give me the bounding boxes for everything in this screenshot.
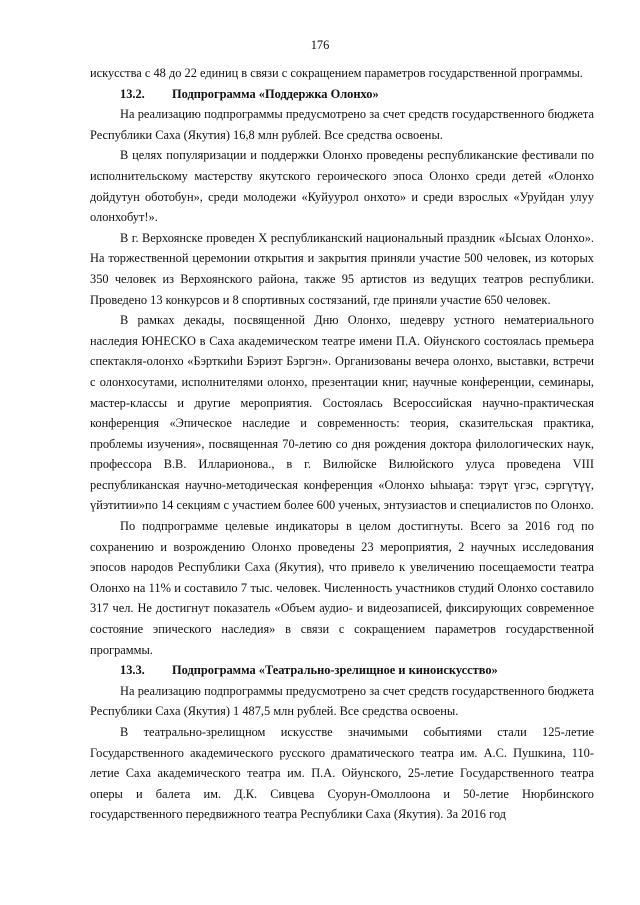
- paragraph: В театрально-зрелищном искусстве значимыми событиями стали 125-летие Государственного академического русского драматического театра им. А.С. Пушкина, 110-летие Саха академического театра им. П.А. Ойунского, 25-летие Государственного театра оперы и балета им. Д.К. Сивцева Суорун-Омоллоона и 50-летие Нюрбинского государственного передвижного театра Республики Саха (Якутия). За 2016 год: [90, 725, 594, 822]
- paragraph: В г. Верхоянске проведен X республиканский национальный праздник «Ысыах Олонхо». На торжественной церемонии открытия и закрытия приняли участие 500 человек, из которых 350 человек из Верхоянского района, также 95 артистов из ведущих театров республики. Проведено 13 конкурсов и 8 спортивных состязаний, где приняли участие 650 человек.: [90, 230, 594, 307]
- page-number: 176: [310, 38, 330, 52]
- section-title: Подпрограмма «Театрально-зрелищное и киноискусство»: [172, 663, 498, 678]
- paragraph: По подпрограмме целевые индикаторы в целом достигнуты. Всего за 2016 год по сохранению и возрождению Олонхо проведены 23 мероприятия, 2 научных исследования эпосов народов Республики Саха (Якутия), что привело к увеличению посещаемости театра Олонхо на 11% и составило 7 тыс. человек. Численность участников студий Олонхо составило 317 чел. Не достигнут показатель «Объем аудио- и видеозаписей, фиксирующих современное состояние эпического наследия» в связи с сокращением параметров государственной программы.: [90, 519, 594, 657]
- section-heading-13-2: [90, 84, 594, 105]
- paragraph: На реализацию подпрограммы предусмотрено за счет средств государственного бюджета Республики Саха (Якутия) 1 487,5 млн рублей. Все средства освоены.: [90, 683, 594, 719]
- section-title: Подпрограмма «Поддержка Олонхо»: [172, 86, 379, 101]
- section-number: 13.2.: [120, 86, 145, 101]
- paragraph: В рамках декады, посвященной Дню Олонхо, шедевру устного нематериального наследия ЮНЕСКО в Саха академическом театре имени П.А. Ойунского состоялась премьера спектакля-олонхо «Бэрткиhи Бэриэт Бэргэн». Организованы вечера олонхо, выставки, встречи с олонхосутами, исполнителями олонхо, презентации книг, научные конференции, семинары, мастер-классы и другие мероприятия. Состоялась Всероссийская научно-практическая конференция «Эпическое наследие и современность: теория, сказительская практика, проблемы изучения», посвященная 70-летию со дня рождения доктора филологических наук, профессора В.В. Илларионова., в г. Вилюйске Вилюйского улуса проведена VIII республиканская научно-методическая конференция «Олонхо ыhыаҕа: тэрүт үгэс, сэргүтүү, үйэтитии»по 14 секциям с участием более 600 ученых, энтузиастов и специалистов по Олонхо.: [90, 313, 594, 513]
- paragraph-continuation: искусства с 48 до 22 единиц в связи с сокращением параметров государственной программы.: [90, 66, 583, 80]
- document-body: [90, 63, 594, 825]
- paragraph: В целях популяризации и поддержки Олонхо проведены республиканские фестивали по исполнительскому мастерству якутского героического эпоса Олонхо среди детей «Олонхо дойдутун оботобун», среди молодежи «Куйуурол онхото» и среди взрослых «Уруйдан улуу олонхобут!».: [90, 148, 594, 225]
- section-number: 13.3.: [120, 663, 145, 678]
- paragraph: На реализацию подпрограммы предусмотрено за счет средств государственного бюджета Республики Саха (Якутия) 16,8 млн рублей. Все средства освоены.: [90, 107, 594, 142]
- section-heading-13-3: [90, 660, 594, 681]
